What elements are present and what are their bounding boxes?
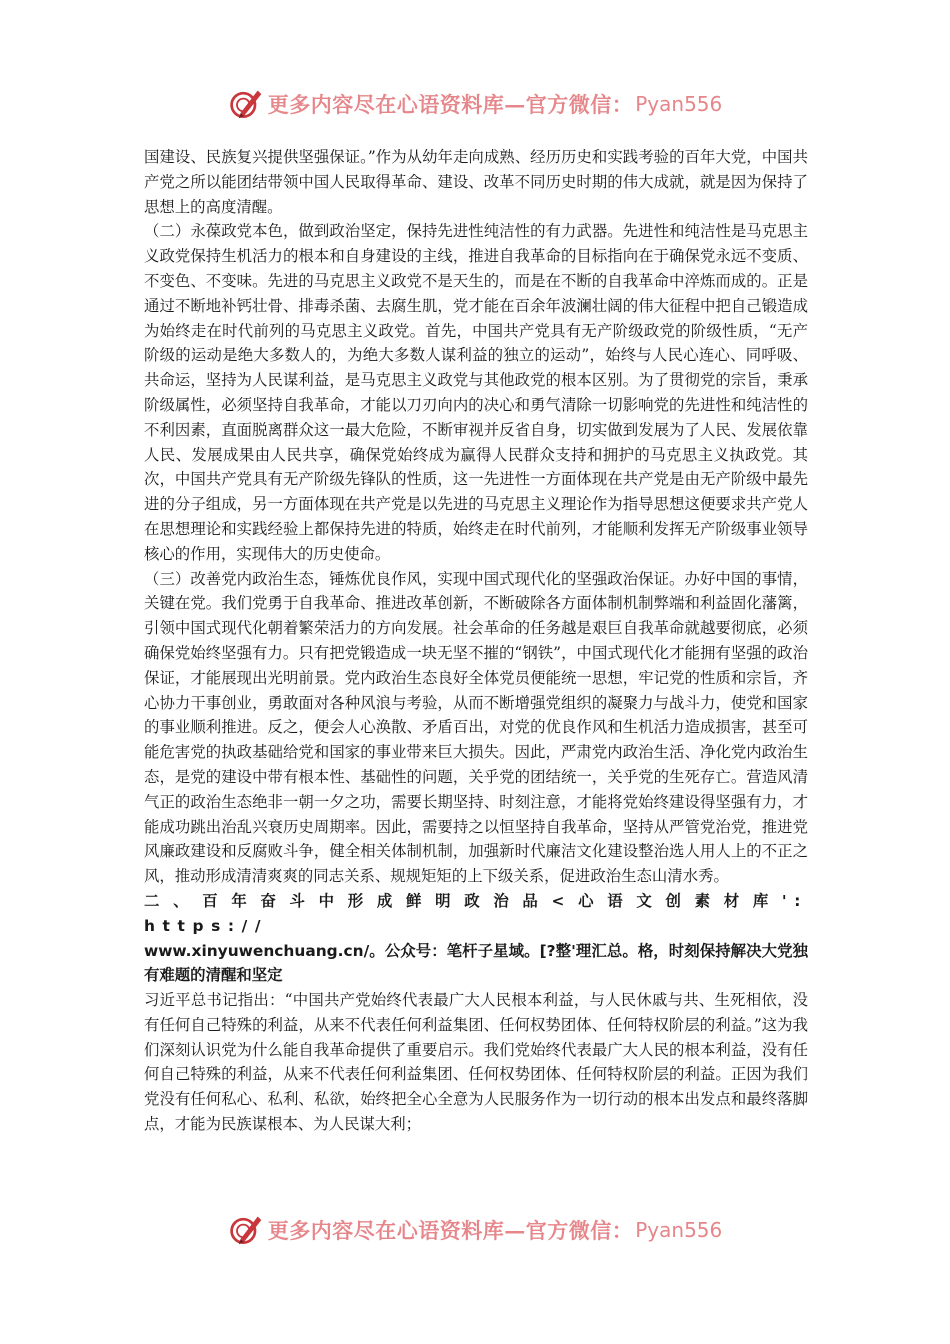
header-wechat-id: Pyan556 [635, 92, 723, 116]
document-body [144, 145, 808, 1137]
section-heading-line-2: www.xinyuwenchuang.cn/。公众号：笔杆子星域。[?整'理汇总。格，时刻保持解决大党独有难题的清醒和坚定 [144, 941, 808, 985]
pen-logo-icon [228, 1212, 264, 1248]
header-banner [0, 84, 950, 124]
footer-banner [0, 1210, 950, 1250]
paragraph-3: （三）改善党内政治生态，锤炼优良作风，实现中国式现代化的坚强政治保证。办好中国的事情，关键在党。我们党勇于自我革命、推进改革创新，不断破除各方面体制机制弊端和利益固化藩篱，引领中国式现代化朝着繁荣活力的方向发展。社会革命的任务越是艰巨自我革命就越要彻底，必须确保党始终坚强有力。只有把党锻造成一块无坚不摧的“钢铁”，中国式现代化才能拥有坚强的政治保证，才能展现出光明前景。党内政治生态良好全体党员便能统一思想，牢记党的性质和宗旨，齐心协力干事创业，勇敢面对各种风浪与考验，从而不断增强党组织的凝聚力与战斗力，使党和国家的事业顺利推进。反之，便会人心涣散、矛盾百出，对党的优良作风和生机活力造成损害，甚至可能危害党的执政基础给党和国家的事业带来巨大损失。因此，严肃党内政治生活、净化党内政治生态，是党的建设中带有根本性、基础性的问题，关乎党的团结统一，关乎党的生死存亡。营造风清气正的政治生态绝非一朝一夕之功，需要长期坚持、时刻注意，才能将党始终建设得坚强有力，才能成功跳出治乱兴衰历史周期率。因此，需要持之以恒坚持自我革命，坚持从严管党治党，推进党风廉政建设和反腐败斗争，健全相关体制机制，加强新时代廉洁文化建设整治选人用人上的不正之风，推动形成清清爽爽的同志关系、规规矩矩的上下级关系，促进政治生态山清水秀。 [144, 569, 808, 886]
footer-banner-text: 更多内容尽在心语资料库—官方微信： [267, 1218, 634, 1243]
section-heading-line-1: 二、百年奋斗中形成鲜明政治品<心语文创素材库': https:// [144, 891, 808, 935]
paragraph-2: （二）永葆政党本色，做到政治坚定，保持先进性纯洁性的有力武器。先进性和纯洁性是马克思主义政党保持生机活力的根本和自身建设的主线，推进自我革命的目标指向在于确保党永远不变质、不变色、不变味。先进的马克思主义政党不是天生的，而是在不断的自我革命中淬炼而成的。正是通过不断地补钙壮骨、排毒杀菌、去腐生肌，党才能在百余年波澜壮阔的伟大征程中把自己锻造成为始终走在时代前列的马克思主义政党。首先，中国共产党具有无产阶级政党的阶级性质，“无产阶级的运动是绝大多数人的，为绝大多数人谋利益的独立的运动”，始终与人民心连心、同呼吸、共命运，坚持为人民谋利益，是马克思主义政党与其他政党的根本区别。为了贯彻党的宗旨，秉承阶级属性，必须坚持自我革命，才能以刀刃向内的决心和勇气清除一切影响党的先进性和纯洁性的不利因素，直面脱离群众这一最大危险，不断审视并反省自身，切实做到发展为了人民、发展依靠人民、发展成果由人民共享，确保党始终成为赢得人民群众支持和拥护的马克思主义执政党。其次，中国共产党具有无产阶级先锋队的性质，这一先进性一方面体现在共产党是由无产阶级中最先进的分子组成，另一方面体现在共产党是以先进的马克思主义理论作为指导思想这便要求共产党人在思想理论和实践经验上都保持先进的特质，始终走在时代前列，才能顺利发挥无产阶级事业领导核心的作用，实现伟大的历史使命。 [144, 222, 808, 563]
pen-logo-icon [228, 86, 264, 122]
header-banner-text: 更多内容尽在心语资料库—官方微信： [267, 92, 634, 117]
paragraph-1: 国建设、民族复兴提供坚强保证。”作为从幼年走向成熟、经历历史和实践考验的百年大党，中国共产党之所以能团结带领中国人民取得革命、建设、改革不同历史时期的伟大成就，就是因为保持了思想上的高度清醒。 [144, 148, 808, 216]
footer-wechat-id: Pyan556 [635, 1218, 723, 1242]
paragraph-4: 习近平总书记指出：“中国共产党始终代表最广大人民根本利益，与人民休戚与共、生死相依，没有任何自己特殊的利益，从来不代表任何利益集团、任何权势团体、任何特权阶层的利益。”这为我们深刻认识党为什么能自我革命提供了重要启示。我们党始终代表最广大人民的根本利益，没有任何自己特殊的利益，从来不代表任何利益集团、任何权势团体、任何特权阶层的利益。正因为我们党没有任何私心、私利、私欲，始终把全心全意为人民服务作为一切行动的根本出发点和最终落脚点，才能为民族谋根本、为人民谋大利； [144, 991, 808, 1134]
